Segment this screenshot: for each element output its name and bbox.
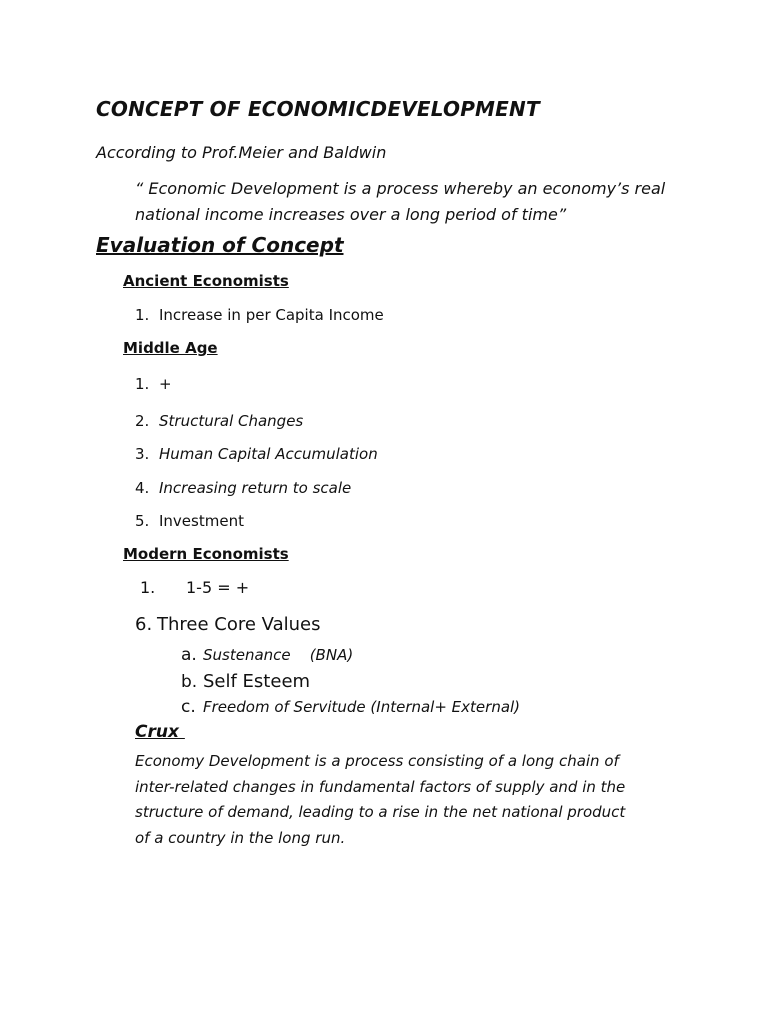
list-text: 1-5 = + [186, 578, 250, 597]
page-title: CONCEPT OF ECONOMICDEVELOPMENT [96, 97, 540, 121]
sub-list-text: Self Esteem [203, 671, 311, 692]
quote-line-1: “ Economic Development is a process whereby an economy’s real [135, 179, 666, 198]
list-number: 1. [140, 578, 156, 597]
list-item [135, 375, 172, 393]
list-item [135, 445, 378, 463]
sub-list-item [181, 645, 353, 665]
quote-line-2: national income increases over a long period of time” [135, 205, 567, 224]
crux-line-1: Economy Development is a process consisting of a long chain of [135, 752, 619, 770]
sub-list-text: Sustenance (BNA) [203, 646, 354, 664]
sub-list-letter: b. [181, 672, 198, 692]
list-item [135, 614, 320, 635]
list-text: Structural Changes [159, 412, 304, 430]
list-text: Human Capital Accumulation [159, 445, 378, 463]
list-item [135, 479, 351, 497]
list-item [135, 412, 303, 430]
list-text: Increasing return to scale [159, 479, 352, 497]
crux-paragraph [135, 749, 625, 851]
list-item [135, 512, 244, 530]
list-text: Increase in per Capita Income [159, 306, 384, 324]
crux-heading: Crux [135, 722, 185, 742]
crux-line-3: structure of demand, leading to a rise in the net national product [135, 803, 626, 821]
sub-list-text: Freedom of Servitude (Internal+ External) [203, 698, 521, 716]
list-number: 2. [135, 412, 150, 430]
sub-list-letter: c. [181, 697, 196, 717]
list-item [140, 578, 249, 597]
attribution: According to Prof.Meier and Baldwin [96, 143, 387, 162]
list-item [135, 306, 384, 324]
evaluation-heading: Evaluation of Concept [96, 233, 344, 257]
sub-list-item [181, 671, 310, 692]
list-number: 4. [135, 479, 150, 497]
list-number: 6. [135, 614, 153, 635]
list-number: 1. [135, 306, 150, 324]
crux-line-4: of a country in the long run. [135, 828, 346, 847]
list-number: 1. [135, 375, 150, 393]
list-text: Three Core Values [157, 614, 321, 635]
definition-quote [135, 176, 665, 228]
ancient-economists-heading: Ancient Economists [123, 272, 289, 290]
sub-list-letter: a. [181, 645, 197, 665]
sub-list-item [181, 697, 520, 717]
modern-economists-heading: Modern Economists [123, 545, 289, 563]
crux-line-2: inter-related changes in fundamental factors of supply and in the [135, 777, 626, 796]
list-text: Investment [159, 512, 244, 530]
list-text: + [159, 375, 172, 393]
list-number: 3. [135, 445, 150, 463]
list-number: 5. [135, 512, 150, 530]
middle-age-heading: Middle Age [123, 339, 218, 357]
